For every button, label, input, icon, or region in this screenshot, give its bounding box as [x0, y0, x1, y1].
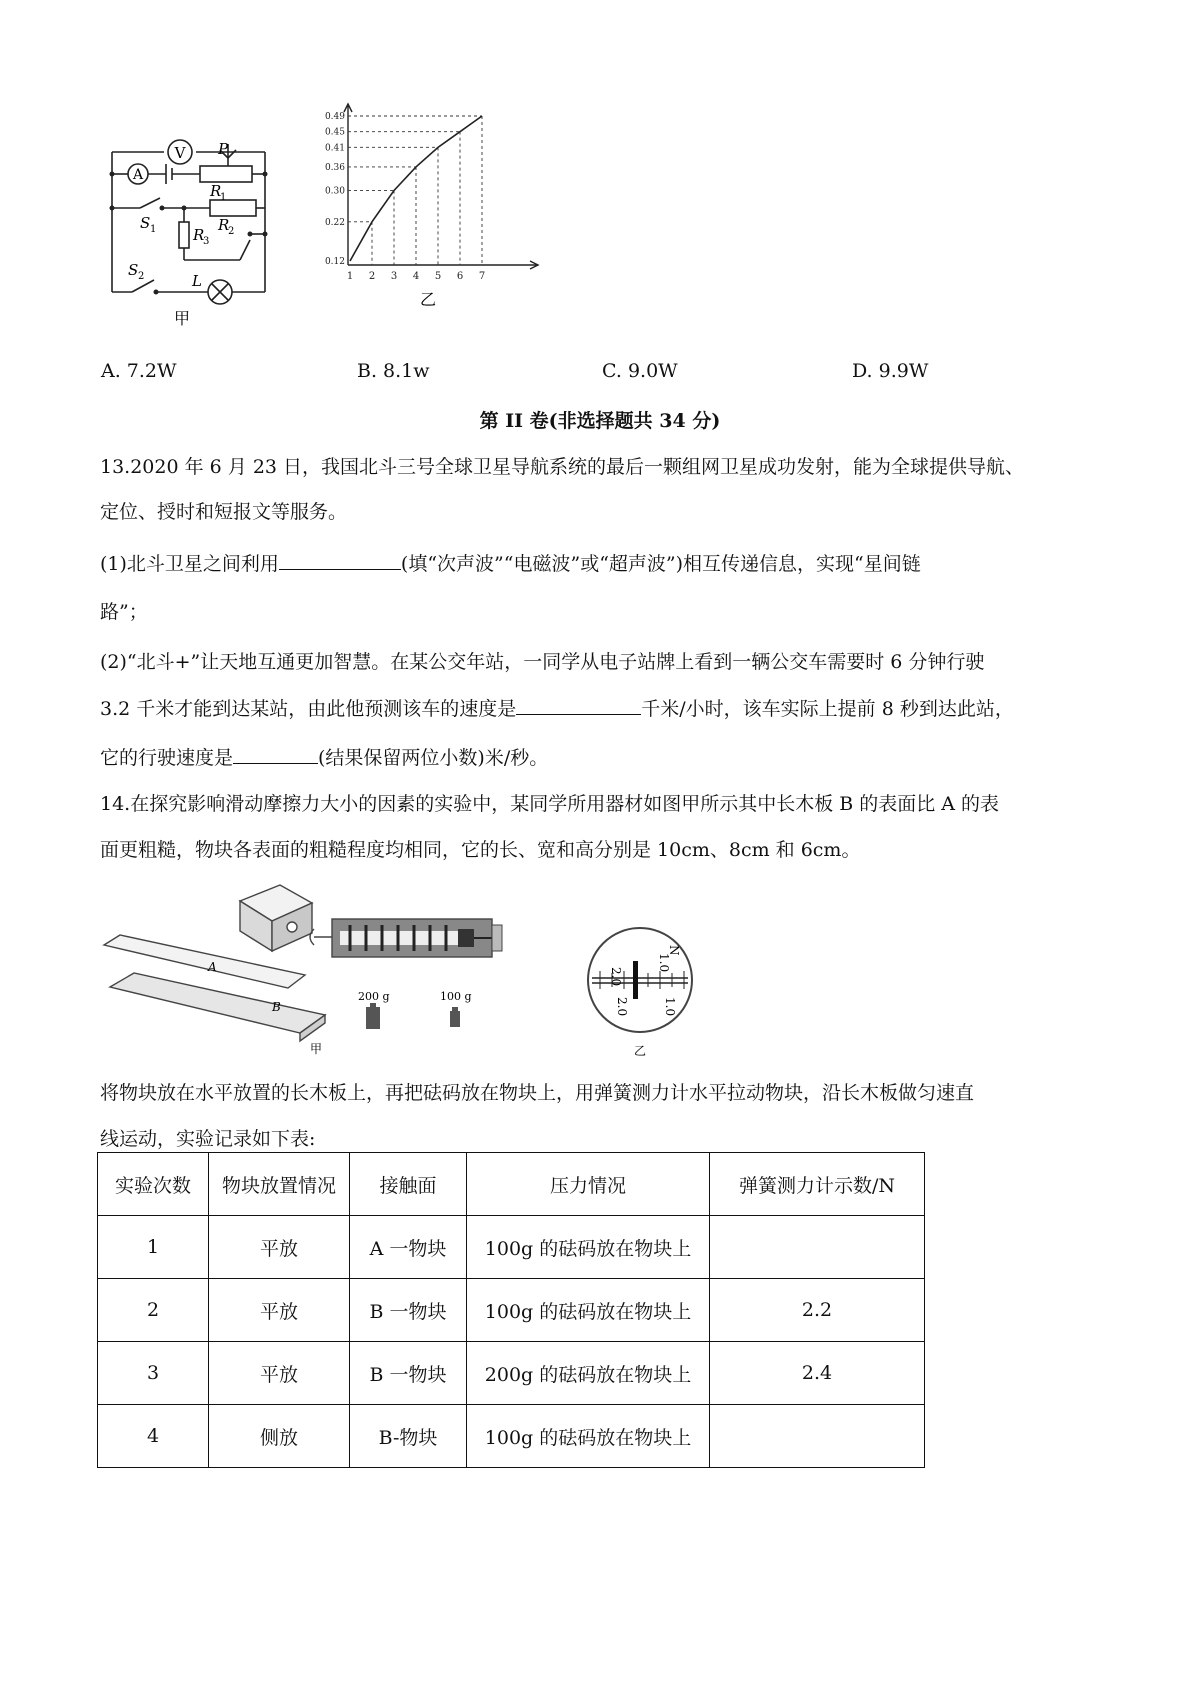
table-cell: 3	[98, 1342, 209, 1405]
table-header-cell: 实验次数	[98, 1153, 209, 1216]
table-header-cell: 物块放置情况	[209, 1153, 350, 1216]
dial-unit: N	[667, 945, 681, 956]
s2-label: S	[128, 261, 139, 279]
table-cell: B 一物块	[350, 1342, 467, 1405]
r2-subscript: 2	[228, 226, 235, 237]
s2-subscript: 2	[138, 271, 145, 282]
q13-part1	[100, 549, 921, 576]
q13-part2-line3	[100, 743, 548, 770]
table-cell: 平放	[209, 1279, 350, 1342]
graph-y-tick-label: 0.49	[324, 112, 345, 122]
figure-caption-jia: 甲	[173, 309, 191, 328]
table-cell: 1	[98, 1216, 209, 1279]
q13-part2-text-d: (结果保留两位小数)米/秒。	[318, 747, 549, 769]
q13-line1: 13.2020 年 6 月 23 日，我国北斗三号全球卫星导航系统的最后一颗组网卫星成功发射，能为全球提供导航、	[100, 456, 1025, 478]
table-cell: 100g 的砝码放在物块上	[467, 1279, 710, 1342]
r1-label: R	[210, 182, 222, 200]
table-row	[98, 1216, 925, 1279]
table-cell: 2	[98, 1279, 209, 1342]
table-cell: 4	[98, 1405, 209, 1468]
table-header-cell: 压力情况	[467, 1153, 710, 1216]
table-cell: B 一物块	[350, 1279, 467, 1342]
weight-200-icon	[366, 1003, 380, 1029]
ammeter-label: A	[132, 167, 144, 183]
apparatus-caption-yi: 乙	[634, 1044, 647, 1058]
table-header-cell: 弹簧测力计示数/N	[710, 1153, 925, 1216]
wooden-block	[240, 885, 312, 951]
table-cell: 侧放	[209, 1405, 350, 1468]
q13-line2: 定位、授时和短报文等服务。	[100, 501, 348, 523]
graph-y-tick-label: 0.12	[324, 257, 345, 267]
q14-para-line1: 将物块放在水平放置的长木板上，再把砝码放在物块上，用弹簧测力计水平拉动物块，沿长木板做匀速直	[100, 1082, 975, 1104]
r3-label: R	[193, 226, 205, 244]
figure-caption-yi: 乙	[419, 290, 437, 309]
table-cell: A 一物块	[350, 1216, 467, 1279]
dial-bottom-left-value: 2.0	[615, 997, 629, 1017]
r2-label: R	[218, 216, 230, 234]
graph-x-tick-label: 4	[412, 271, 420, 282]
table-cell: 平放	[209, 1216, 350, 1279]
scale-dial	[588, 928, 692, 1032]
q13-blank-3[interactable]	[233, 743, 318, 764]
experiment-table	[97, 1152, 925, 1468]
apparatus-figure	[100, 875, 760, 1065]
voltmeter-label: V	[174, 144, 186, 162]
graph-y-tick-label: 0.45	[324, 127, 345, 138]
graph-x-tick-label: 5	[434, 271, 442, 282]
option-c: C. 9.0W	[602, 360, 678, 382]
table-cell: 200g 的砝码放在物块上	[467, 1342, 710, 1405]
weight-200-label: 200 g	[358, 990, 390, 1003]
option-b: B. 8.1w	[357, 360, 430, 382]
weight-100-icon	[450, 1007, 460, 1027]
s1-subscript: 1	[150, 224, 157, 235]
current-voltage-graph	[318, 100, 548, 330]
board-a-label: A	[208, 960, 217, 974]
dial-top-right-value: 1.0	[657, 953, 671, 973]
r1-subscript: 1	[220, 192, 227, 203]
lamp-label: L	[192, 272, 202, 290]
q14-line1: 14.在探究影响滑动摩擦力大小的因素的实验中，某同学所用器材如图甲所示其中长木板 B 的表面比 A 的表	[100, 793, 1000, 815]
spring-scale-icon	[310, 919, 502, 957]
table-row	[98, 1405, 925, 1468]
table-cell: 100g 的砝码放在物块上	[467, 1216, 710, 1279]
table-cell: 2.2	[710, 1279, 925, 1342]
table-cell: 100g 的砝码放在物块上	[467, 1405, 710, 1468]
slider-label: P	[218, 140, 229, 158]
graph-x-tick-label: 7	[478, 271, 486, 282]
graph-x-tick-label: 2	[368, 271, 376, 282]
table-header-row	[98, 1153, 925, 1216]
q13-part2-text-c: 它的行驶速度是	[100, 747, 234, 769]
q13-part2-line1: (2)“北斗+”让天地互通更加智慧。在某公交年站，一同学从电子站牌上看到一辆公交车需要时 6 分钟行驶	[100, 651, 985, 673]
weight-100-label: 100 g	[440, 990, 472, 1003]
dial-bottom-right-value: 1.0	[663, 997, 677, 1017]
apparatus-caption-jia: 甲	[310, 1042, 323, 1056]
graph-x-tick-label: 1	[346, 271, 354, 282]
graph-x-tick-label: 3	[390, 271, 398, 282]
option-a: A. 7.2W	[101, 360, 177, 382]
table-cell: 2.4	[710, 1342, 925, 1405]
table-row	[98, 1279, 925, 1342]
table-cell	[710, 1216, 925, 1279]
q13-part2-text-b: 千米/小时，该车实际上提前 8 秒到达此站，	[641, 698, 1014, 720]
circuit-diagram	[100, 130, 300, 330]
dial-top-left-value: 2.0	[609, 967, 623, 987]
r3-subscript: 3	[203, 236, 210, 247]
q13-blank-1[interactable]	[279, 549, 401, 570]
section-heading: 第 II 卷(非选择题共 34 分)	[479, 410, 721, 432]
q13-part2-text-a: 3.2 千米才能到达某站，由此他预测该车的速度是	[100, 698, 517, 720]
q13-blank-2[interactable]	[516, 694, 641, 715]
option-d: D. 9.9W	[852, 360, 929, 382]
board-b-label: B	[272, 1000, 281, 1014]
graph-y-tick-label: 0.41	[324, 143, 345, 154]
q13-part1-end: 路”；	[100, 601, 148, 623]
table-row	[98, 1342, 925, 1405]
q14-para-line2: 线运动，实验记录如下表:	[100, 1128, 316, 1150]
q13-part1-text-b: (填“次声波”“电磁波”或“超声波”)相互传递信息，实现“星间链	[400, 553, 921, 575]
q13-part2-line2	[100, 694, 1014, 721]
graph-y-tick-label: 0.30	[324, 186, 345, 197]
graph-y-tick-label: 0.36	[324, 162, 345, 173]
graph-y-tick-label: 0.22	[324, 217, 345, 228]
q14-line2: 面更粗糙，物块各表面的粗糙程度均相同，它的长、宽和高分别是 10cm、8cm 和 6cm。	[100, 839, 861, 861]
table-cell: 平放	[209, 1342, 350, 1405]
graph-x-tick-label: 6	[456, 271, 464, 282]
table-cell: B-物块	[350, 1405, 467, 1468]
table-header-cell: 接触面	[350, 1153, 467, 1216]
q13-part1-text-a: (1)北斗卫星之间利用	[100, 553, 279, 575]
s1-label: S	[140, 214, 151, 232]
table-cell	[710, 1405, 925, 1468]
